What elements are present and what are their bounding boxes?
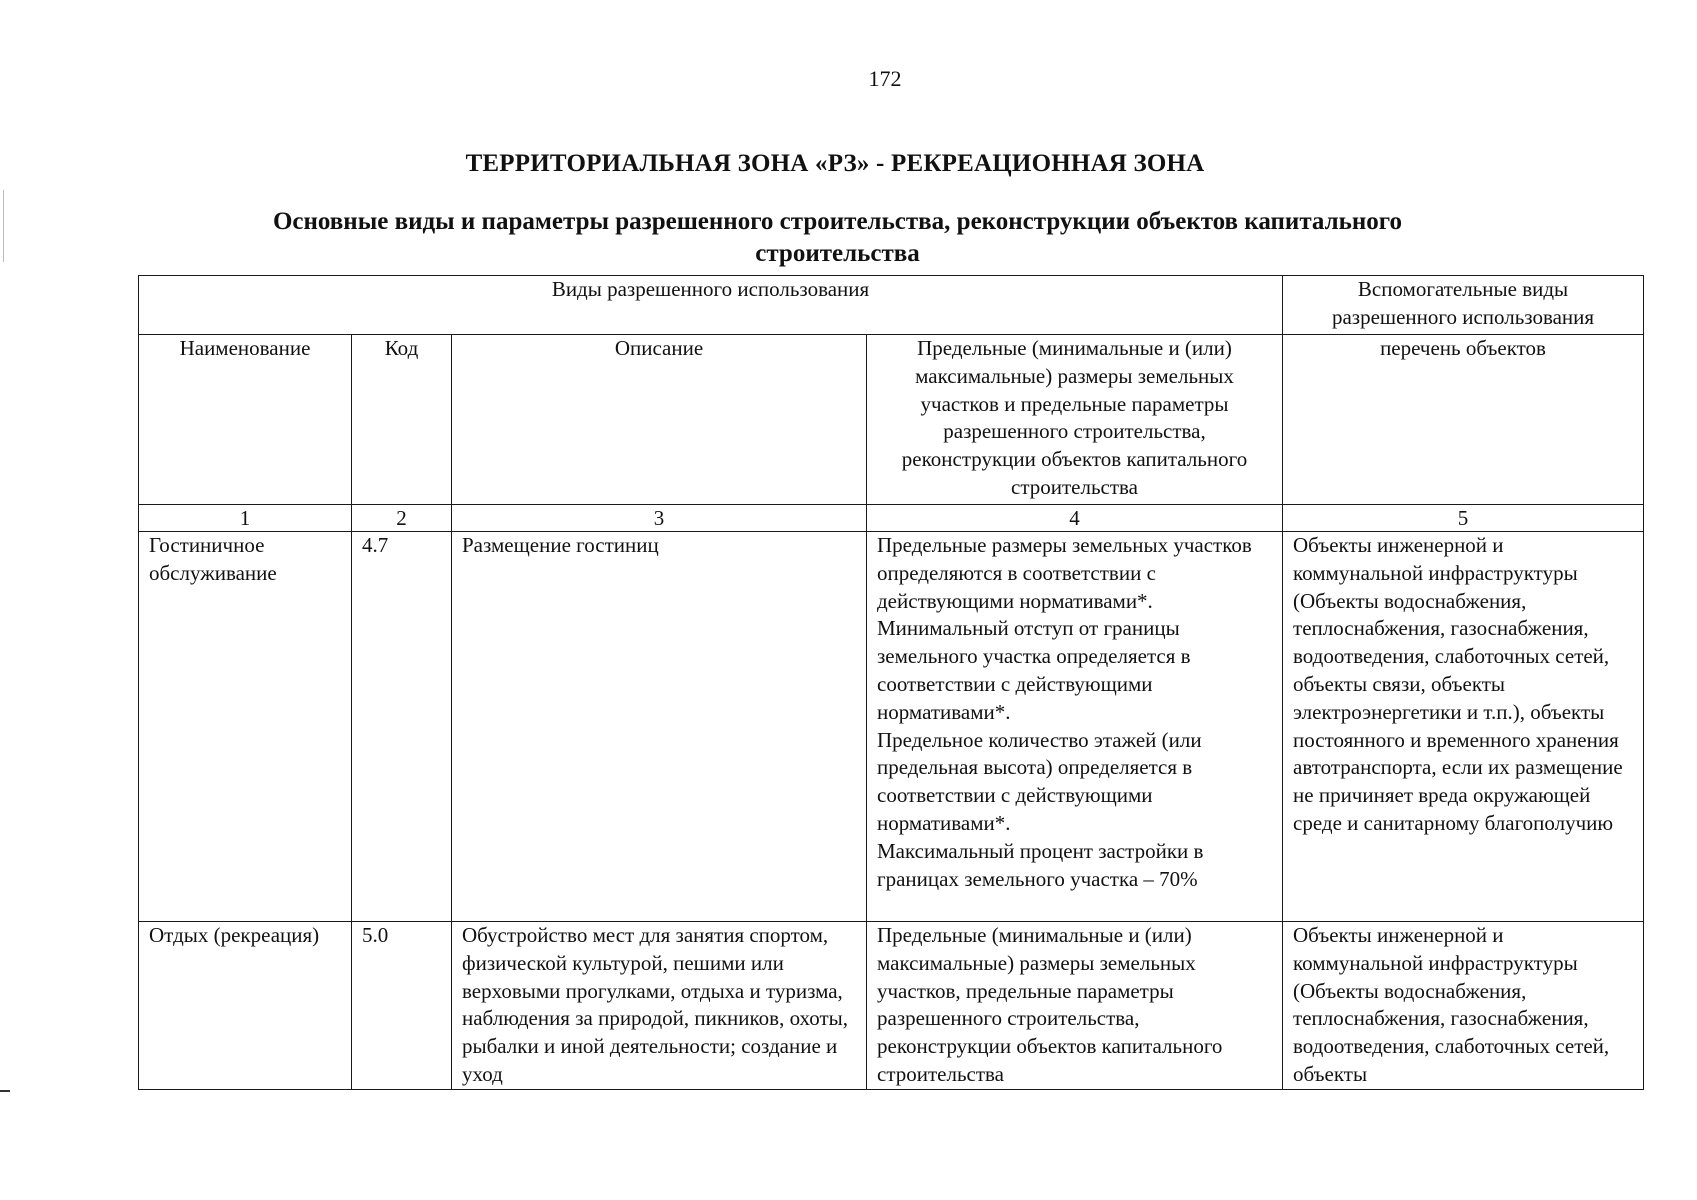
column-number: 2 [352, 505, 452, 532]
page-number: 172 [868, 66, 902, 91]
limits-paragraph: Максимальный процент застройки в границах земельного участка – 70% [877, 838, 1204, 891]
column-number-row [139, 505, 1644, 532]
column-number: 1 [139, 505, 352, 532]
row-name: Отдых (рекреация) [139, 922, 352, 1090]
table-row [139, 532, 1644, 922]
row-limits [867, 922, 1283, 1090]
row-aux: Объекты инженерной и коммунальной инфраструктуры (Объекты водоснабжения, теплоснабжения, газоснабжения, водоотведения, слаботочных сетей, объекты связи, объекты электроэнергетики и т.п.), объекты постоянного и временного хранения автотранспорта, если их размещение не причиняет вреда окружающей среде и санитарному благополучию [1283, 532, 1644, 922]
table-row [139, 922, 1644, 1090]
column-number: 5 [1283, 505, 1644, 532]
row-code: 4.7 [352, 532, 452, 922]
group-header-main: Виды разрешенного использования [139, 276, 1283, 335]
header-aux-list: перечень объектов [1283, 335, 1644, 505]
row-aux: Объекты инженерной и коммунальной инфраструктуры (Объекты водоснабжения, теплоснабжения, газоснабжения, водоотведения, слаботочных сетей, объекты [1283, 922, 1644, 1090]
header-code: Код [352, 335, 452, 505]
limits-paragraph: Предельное количество этажей (или предельная высота) определяется в соответствии с действующими нормативами*. [877, 727, 1202, 835]
row-description: Обустройство мест для занятия спортом, физической культурой, пешими или верховыми прогулками, отдыха и туризма, наблюдения за природой, пикников, охоты, рыбалки и иной деятельности; создание и уход [452, 922, 867, 1090]
row-limits [867, 532, 1283, 922]
group-header-aux: Вспомогательные виды разрешенного использования [1283, 276, 1644, 335]
land-use-table [138, 275, 1644, 1090]
header-description: Описание [452, 335, 867, 505]
column-number: 4 [867, 505, 1283, 532]
scan-artifact [0, 1090, 10, 1092]
section-subtitle: Основные виды и параметры разрешенного строительства, реконструкции объектов капитального строительства [272, 208, 1403, 267]
row-name: Гостиничное обслуживание [139, 532, 352, 922]
column-number: 3 [452, 505, 867, 532]
limits-paragraph: Предельные размеры земельных участков определяются в соответствии с действующими нормативами*. [877, 533, 1252, 613]
limits-paragraph: Минимальный отступ от границы земельного участка определяется в соответствии с действующими нормативами*. [877, 616, 1191, 724]
group-header-row [139, 276, 1644, 335]
row-code: 5.0 [352, 922, 452, 1090]
zone-title: ТЕРРИТОРИАЛЬНАЯ ЗОНА «РЗ» - РЕКРЕАЦИОННАЯ ЗОНА [465, 150, 1205, 177]
scan-artifact [3, 190, 4, 262]
row-description: Размещение гостиниц [452, 532, 867, 922]
header-limits: Предельные (минимальные и (или) максимальные) размеры земельных участков и предельные параметры разрешенного строительства, реконструкции объектов капитального строительства [867, 335, 1283, 505]
column-header-row [139, 335, 1644, 505]
header-name: Наименование [139, 335, 352, 505]
limits-paragraph: Предельные (минимальные и (или) максимальные) размеры земельных участков, предельные параметры разрешенного строительства, реконструкции объектов капитального строительства [877, 923, 1223, 1086]
